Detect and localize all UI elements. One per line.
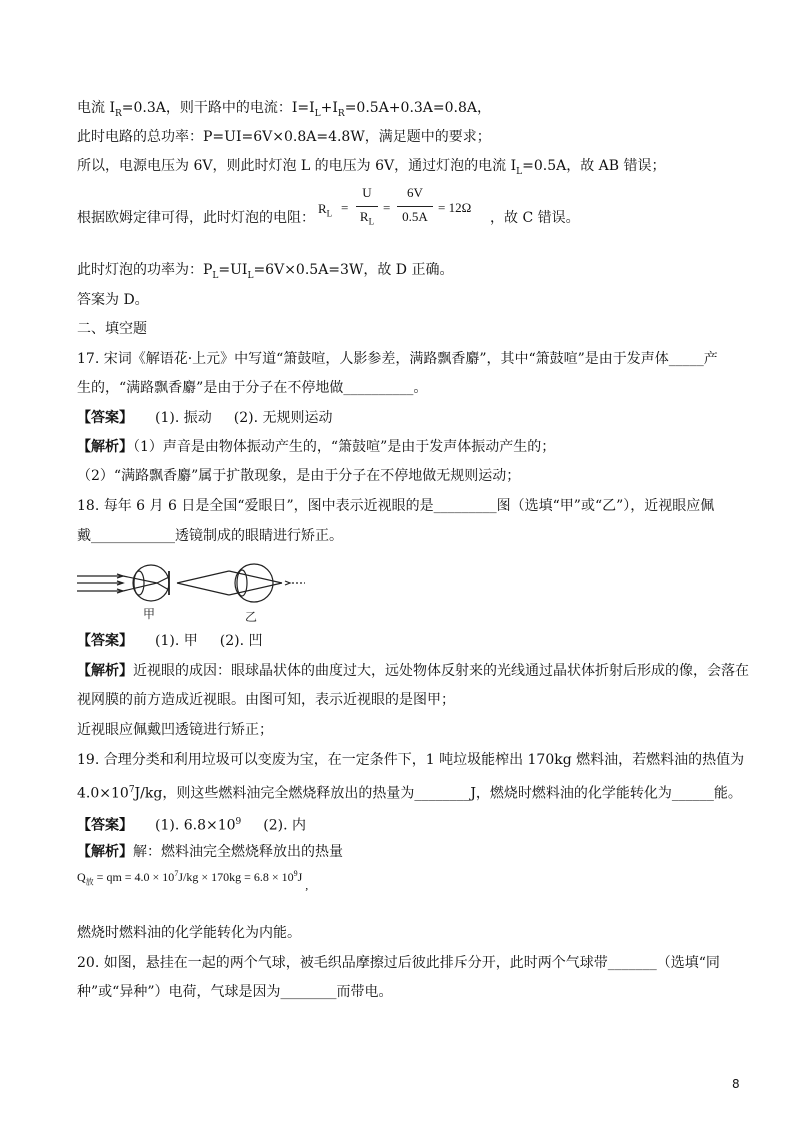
text-line-answer-d: 答案为 D。 xyxy=(77,292,149,308)
analysis-18-line-3: 近视眼应佩戴凹透镜进行矫正； xyxy=(77,722,273,738)
question-19-line-1: 19. 合理分类和利用垃圾可以变废为宝，在一定条件下，1 吨垃圾能榨出 170kg 燃料油，若燃料油的热值为 xyxy=(77,752,745,768)
analysis-19-line-1: 【解析】解：燃料油完全燃烧释放出的热量 xyxy=(77,844,343,860)
question-18-line-1: 18. 每年 6 月 6 日是全国“爱眼日”，图中表示近视眼的是_________图（选填“甲”或“乙”），近视眼应佩 xyxy=(77,498,715,514)
text-line-current: 电流 $I_R=0.3A$，则干路中的电流：$I=I_L+I_R=0.5A+0.3A=0.8A$， xyxy=(77,100,492,119)
question-18-line-2: 戴____________透镜制成的眼睛进行矫正。 xyxy=(77,528,343,544)
question-19-line-2: $4.0\times 10^7J/kg$，则这些燃料油完全燃烧释放出的热量为________J，燃烧时燃料油的化学能转化为______能。 xyxy=(77,785,742,802)
label-jia: 甲 xyxy=(143,607,156,621)
question-20-line-1: 20. 如图，悬挂在一起的两个气球，被毛织品摩擦过后彼此排斥分开，此时两个气球带_______（选填“同 xyxy=(77,955,720,971)
page-number: 8 xyxy=(732,1077,740,1091)
eye-yi xyxy=(177,564,305,602)
heat-formula: $Q_放$ = qm = $4.0 \times 10^7J/kg \times 170kg = 6.8 \times 10^9J$ , xyxy=(77,869,309,892)
fraction-6v-over-05a: 6V 0.5A xyxy=(397,185,433,231)
text-line-ohm-law: 根据欧姆定律可得，此时灯泡的电阻： xyxy=(77,210,315,226)
text-line-power: 此时电路的总功率：P=UI=6V×0.8A=4.8W，满足题中的要求； xyxy=(77,129,491,145)
answer-18: 【答案】 (1). 甲 (2). 凹 xyxy=(77,633,263,649)
label-yi: 乙 xyxy=(245,610,258,624)
eye-diagram xyxy=(77,563,367,625)
question-17-line-1: 17. 宋词《解语花·上元》中写道“箫鼓喧，人影参差，满路飘香麝”，其中“箫鼓喧”是由于发声体_____产 xyxy=(77,351,718,367)
text-line-conclusion-c: ，故 C 错误。 xyxy=(490,210,580,226)
analysis-17-line-2: （2）“满路飘香麝”属于扩散现象，是由于分子在不停地做无规则运动； xyxy=(77,468,521,484)
text-line-bulb-power: 此时灯泡的功率为：$P_L=UI_L=6V\times 0.5A=3W$，故 D 正确。 xyxy=(77,262,454,281)
question-17-line-2: 生的，“满路飘香麝”是由于分子在不停地做__________。 xyxy=(77,380,428,396)
question-20-line-2: 种”或“异种”）电荷，气球是因为________而带电。 xyxy=(77,984,393,1000)
analysis-18-line-1: 【解析】近视眼的成因：眼球晶状体的曲度过大，远处物体反射来的光线通过晶状体折射后形成的像，会落在 xyxy=(77,663,749,679)
answer-17: 【答案】 (1). 振动 (2). 无规则运动 xyxy=(77,410,333,426)
analysis-19-line-3: 燃烧时燃料油的化学能转化为内能。 xyxy=(77,925,301,941)
text-line-voltage: 所以，电源电压为 6V，则此时灯泡 L 的电压为 6V，通过灯泡的电流 $I_L=0.5A$，故 AB 错误； xyxy=(77,158,666,177)
analysis-18-line-2: 视网膜的前方造成近视眼。由图可知，表示近视眼的是图甲； xyxy=(77,692,455,708)
section-heading-fill-blank: 二、填空题 xyxy=(77,321,147,337)
fraction-u-over-rl: U $R_L$ xyxy=(356,185,378,231)
analysis-17-line-1: 【解析】（1）声音是由物体振动产生的，“箫鼓喧”是由于发声体振动产生的； xyxy=(77,439,556,455)
eye-jia xyxy=(77,565,169,601)
answer-19: 【答案】 (1). $6.8\times 10^9$ (2). 内 xyxy=(77,817,307,834)
